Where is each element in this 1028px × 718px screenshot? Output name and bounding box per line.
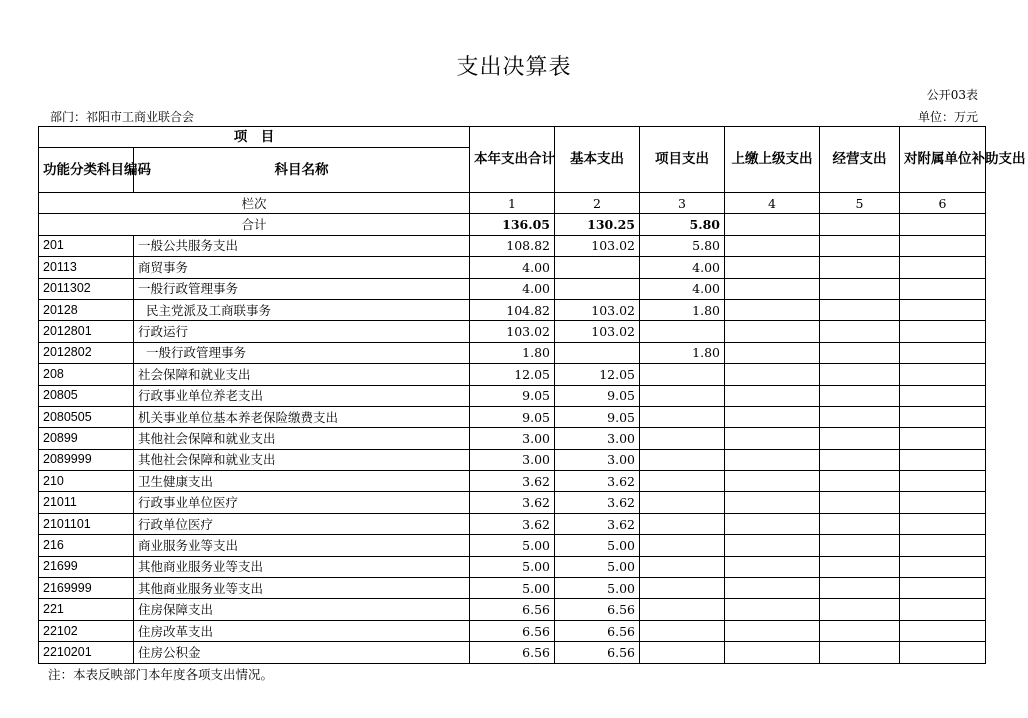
row-business: [820, 471, 900, 492]
row-code: 21699: [39, 556, 134, 577]
row-name: 其他商业服务业等支出: [134, 556, 470, 577]
row-project: [640, 471, 725, 492]
summary-subsidy: [900, 214, 986, 235]
row-subsidy: [900, 235, 986, 256]
table-row: [39, 642, 986, 663]
row-basic: 6.56: [555, 642, 640, 663]
row-business: [820, 278, 900, 299]
summary-basic: 130.25: [555, 214, 640, 235]
row-total: 6.56: [470, 599, 555, 620]
row-name: 卫生健康支出: [134, 471, 470, 492]
row-code: 22102: [39, 620, 134, 641]
row-subsidy: [900, 428, 986, 449]
column-index-label: 栏次: [39, 193, 470, 214]
row-project: [640, 578, 725, 599]
row-basic: 9.05: [555, 385, 640, 406]
row-business: [820, 299, 900, 320]
row-project: 1.80: [640, 299, 725, 320]
row-upper: [725, 492, 820, 513]
table-row: [39, 235, 986, 256]
table-row: [39, 278, 986, 299]
table-row: [39, 492, 986, 513]
row-total: 4.00: [470, 257, 555, 278]
row-total: 5.00: [470, 556, 555, 577]
row-business: [820, 535, 900, 556]
row-code: 2012801: [39, 321, 134, 342]
row-code: 20128: [39, 299, 134, 320]
table-row: [39, 599, 986, 620]
row-subsidy: [900, 642, 986, 663]
header-subsidy: 对附属单位补助支出: [900, 127, 986, 193]
row-project: 4.00: [640, 257, 725, 278]
column-index-3: 3: [640, 193, 725, 214]
row-code: 216: [39, 535, 134, 556]
row-name: 行政单位医疗: [134, 513, 470, 534]
row-upper: [725, 321, 820, 342]
row-subsidy: [900, 299, 986, 320]
table-row: [39, 364, 986, 385]
summary-row: [39, 214, 986, 235]
row-subsidy: [900, 385, 986, 406]
row-code: 21011: [39, 492, 134, 513]
row-total: 1.80: [470, 342, 555, 363]
page-title: 支出决算表: [456, 55, 572, 80]
table-row: [39, 257, 986, 278]
row-project: 4.00: [640, 278, 725, 299]
column-index-6: 6: [900, 193, 986, 214]
column-index-1: 1: [470, 193, 555, 214]
row-subsidy: [900, 578, 986, 599]
row-code: 2011302: [39, 278, 134, 299]
row-name: 其他商业服务业等支出: [134, 578, 470, 599]
header-business: 经营支出: [820, 127, 900, 193]
form-number: 公开03表: [926, 88, 978, 102]
header-upper: 上缴上级支出: [725, 127, 820, 193]
summary-label: 合计: [39, 214, 470, 235]
row-subsidy: [900, 449, 986, 470]
row-name: 行政运行: [134, 321, 470, 342]
row-project: 1.80: [640, 342, 725, 363]
row-upper: [725, 578, 820, 599]
row-name: 民主党派及工商联事务: [134, 299, 470, 320]
row-name: 商业服务业等支出: [134, 535, 470, 556]
row-name: 一般行政管理事务: [134, 342, 470, 363]
row-basic: 6.56: [555, 599, 640, 620]
row-upper: [725, 364, 820, 385]
summary-project: 5.80: [640, 214, 725, 235]
row-subsidy: [900, 321, 986, 342]
row-project: [640, 406, 725, 427]
row-total: 3.00: [470, 449, 555, 470]
row-total: 6.56: [470, 642, 555, 663]
row-total: 103.02: [470, 321, 555, 342]
row-upper: [725, 642, 820, 663]
row-name: 其他社会保障和就业支出: [134, 428, 470, 449]
row-subsidy: [900, 342, 986, 363]
row-business: [820, 599, 900, 620]
unit-label: 单位：万元: [917, 110, 978, 124]
row-basic: [555, 278, 640, 299]
row-upper: [725, 342, 820, 363]
department-label: 部门：祁阳市工商业联合会: [50, 110, 195, 124]
row-total: 4.00: [470, 278, 555, 299]
row-business: [820, 620, 900, 641]
row-subsidy: [900, 620, 986, 641]
row-total: 3.62: [470, 492, 555, 513]
table-row: [39, 385, 986, 406]
row-business: [820, 492, 900, 513]
row-basic: 3.62: [555, 471, 640, 492]
row-business: [820, 385, 900, 406]
summary-upper: [725, 214, 820, 235]
row-basic: 103.02: [555, 299, 640, 320]
column-index-5: 5: [820, 193, 900, 214]
row-project: [640, 321, 725, 342]
row-name: 社会保障和就业支出: [134, 364, 470, 385]
row-subsidy: [900, 257, 986, 278]
row-subsidy: [900, 556, 986, 577]
row-code: 2210201: [39, 642, 134, 663]
row-name: 住房保障支出: [134, 599, 470, 620]
row-project: 5.80: [640, 235, 725, 256]
summary-total: 136.05: [470, 214, 555, 235]
row-code: 2101101: [39, 513, 134, 534]
row-subsidy: [900, 364, 986, 385]
row-upper: [725, 535, 820, 556]
header-code: 功能分类科目编码: [39, 148, 134, 193]
summary-business: [820, 214, 900, 235]
row-business: [820, 364, 900, 385]
row-subsidy: [900, 535, 986, 556]
row-name: 住房公积金: [134, 642, 470, 663]
row-project: [640, 620, 725, 641]
row-business: [820, 321, 900, 342]
row-upper: [725, 299, 820, 320]
column-index-row: [39, 193, 986, 214]
row-upper: [725, 406, 820, 427]
row-upper: [725, 449, 820, 470]
row-project: [640, 599, 725, 620]
row-total: 3.62: [470, 471, 555, 492]
row-basic: 5.00: [555, 535, 640, 556]
row-basic: 3.00: [555, 449, 640, 470]
row-basic: 3.62: [555, 492, 640, 513]
column-index-4: 4: [725, 193, 820, 214]
row-code: 20899: [39, 428, 134, 449]
row-upper: [725, 556, 820, 577]
row-basic: 3.00: [555, 428, 640, 449]
row-total: 9.05: [470, 385, 555, 406]
row-business: [820, 235, 900, 256]
row-upper: [725, 599, 820, 620]
header-name: 科目名称: [134, 148, 470, 193]
row-name: 一般公共服务支出: [134, 235, 470, 256]
row-basic: 9.05: [555, 406, 640, 427]
table-row: [39, 449, 986, 470]
expenditure-table: [38, 126, 1026, 664]
row-business: [820, 578, 900, 599]
table-row: [39, 342, 986, 363]
row-basic: 3.62: [555, 513, 640, 534]
header-project: 项目支出: [640, 127, 725, 193]
row-name: 商贸事务: [134, 257, 470, 278]
row-upper: [725, 620, 820, 641]
table-row: [39, 406, 986, 427]
table-row: [39, 471, 986, 492]
row-subsidy: [900, 513, 986, 534]
row-project: [640, 513, 725, 534]
table-row: [39, 321, 986, 342]
row-code: 2012802: [39, 342, 134, 363]
table-row: [39, 556, 986, 577]
row-project: [640, 428, 725, 449]
row-total: 108.82: [470, 235, 555, 256]
table-row: [39, 535, 986, 556]
row-business: [820, 556, 900, 577]
row-project: [640, 535, 725, 556]
row-upper: [725, 278, 820, 299]
row-total: 9.05: [470, 406, 555, 427]
row-business: [820, 428, 900, 449]
row-total: 3.00: [470, 428, 555, 449]
row-project: [640, 385, 725, 406]
row-basic: 5.00: [555, 556, 640, 577]
row-code: 2089999: [39, 449, 134, 470]
column-index-2: 2: [555, 193, 640, 214]
header-basic: 基本支出: [555, 127, 640, 193]
row-code: 2169999: [39, 578, 134, 599]
row-name: 住房改革支出: [134, 620, 470, 641]
row-upper: [725, 428, 820, 449]
row-total: 12.05: [470, 364, 555, 385]
row-code: 210: [39, 471, 134, 492]
header-total: 本年支出合计: [470, 127, 555, 193]
row-code: 201: [39, 235, 134, 256]
row-code: 208: [39, 364, 134, 385]
row-name: 一般行政管理事务: [134, 278, 470, 299]
row-name: 其他社会保障和就业支出: [134, 449, 470, 470]
row-code: 20113: [39, 257, 134, 278]
row-name: 行政事业单位医疗: [134, 492, 470, 513]
row-total: 5.00: [470, 578, 555, 599]
row-basic: 103.02: [555, 321, 640, 342]
row-project: [640, 449, 725, 470]
header-item: 项 目: [39, 127, 470, 148]
row-basic: 103.02: [555, 235, 640, 256]
row-project: [640, 642, 725, 663]
table-row: [39, 513, 986, 534]
row-upper: [725, 235, 820, 256]
row-subsidy: [900, 278, 986, 299]
row-total: 6.56: [470, 620, 555, 641]
table-row: [39, 428, 986, 449]
row-subsidy: [900, 406, 986, 427]
table-note: 注：本表反映部门本年度各项支出情况。: [48, 667, 274, 682]
row-total: 104.82: [470, 299, 555, 320]
table-row: [39, 578, 986, 599]
row-subsidy: [900, 492, 986, 513]
row-basic: 5.00: [555, 578, 640, 599]
row-business: [820, 257, 900, 278]
row-code: 2080505: [39, 406, 134, 427]
table-row: [39, 620, 986, 641]
row-total: 3.62: [470, 513, 555, 534]
row-upper: [725, 471, 820, 492]
row-basic: [555, 342, 640, 363]
row-business: [820, 449, 900, 470]
row-upper: [725, 385, 820, 406]
header-row-1: [39, 127, 986, 148]
row-total: 5.00: [470, 535, 555, 556]
row-code: 221: [39, 599, 134, 620]
row-upper: [725, 257, 820, 278]
row-basic: 12.05: [555, 364, 640, 385]
row-business: [820, 406, 900, 427]
row-subsidy: [900, 471, 986, 492]
row-project: [640, 492, 725, 513]
row-project: [640, 556, 725, 577]
table-row: [39, 299, 986, 320]
row-upper: [725, 513, 820, 534]
row-basic: [555, 257, 640, 278]
row-name: 机关事业单位基本养老保险缴费支出: [134, 406, 470, 427]
row-code: 20805: [39, 385, 134, 406]
row-project: [640, 364, 725, 385]
row-business: [820, 342, 900, 363]
row-basic: 6.56: [555, 620, 640, 641]
row-subsidy: [900, 599, 986, 620]
row-name: 行政事业单位养老支出: [134, 385, 470, 406]
row-business: [820, 513, 900, 534]
row-business: [820, 642, 900, 663]
